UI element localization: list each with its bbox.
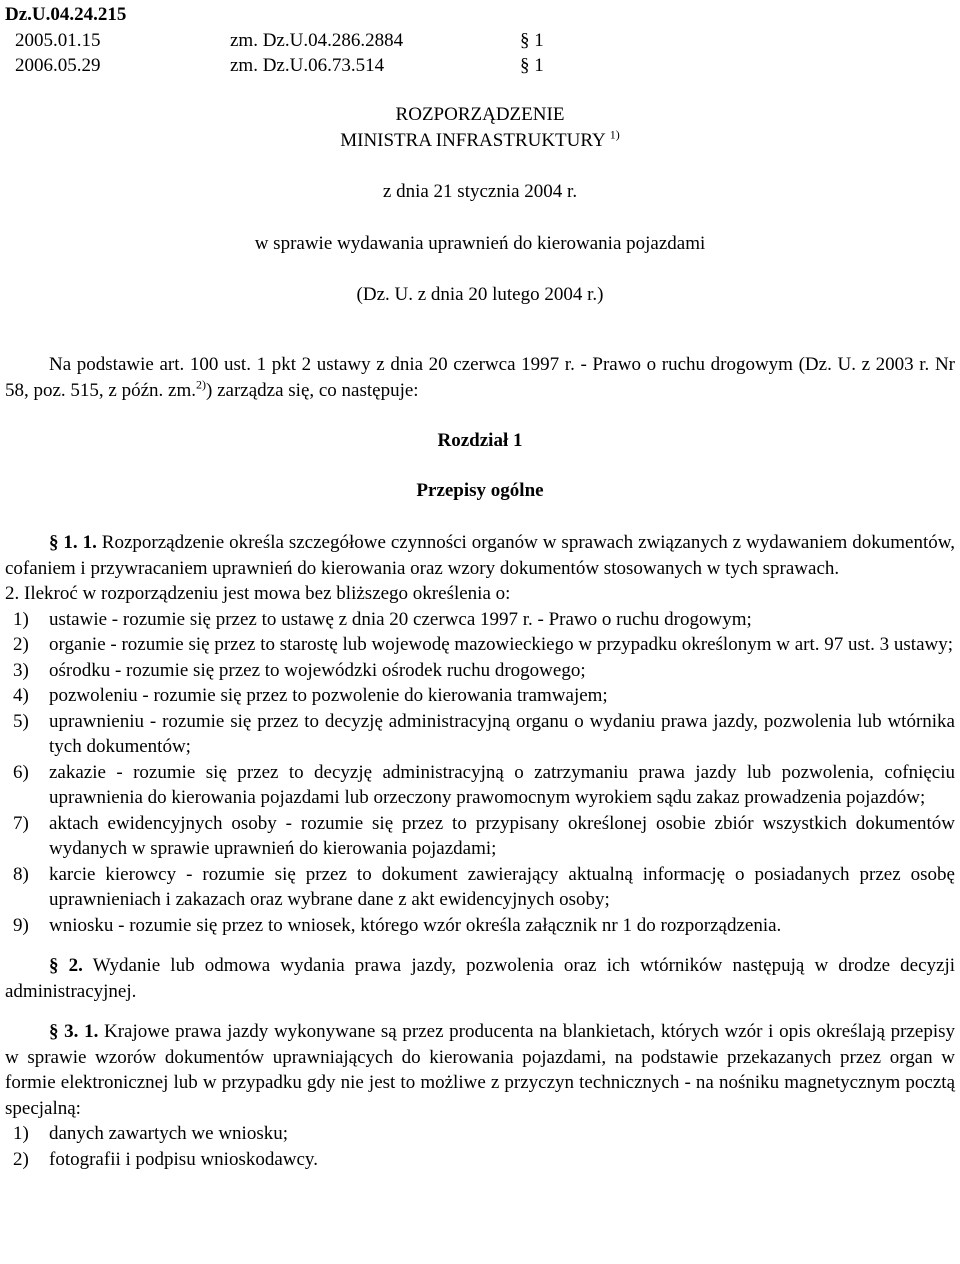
document-header [5,2,550,79]
item-number: 1) [13,608,29,630]
amendment-date: 2005.01.15 [15,29,101,51]
item-text: uprawnieniu - rozumie się przez to decyzję administracyjną organu o wydaniu prawa jazdy, pozwolenia lub wtórnika tych dokumentów; [49,710,955,757]
act-type: ROZPORZĄDZENIE [395,104,565,125]
list-item [5,658,955,684]
spacer [5,938,955,953]
list-item [5,862,955,913]
amendment-row [5,53,550,79]
item-text: organie - rozumie się przez to starostę lub wojewodę mazowieckiego w przypadku określonym w art. 97 ust. 3 ustawy; [49,634,954,655]
item-text: ośrodku - rozumie się przez to wojewódzki ośrodek ruchu drogowego; [49,659,586,681]
preamble-text-part: ) zarządza się, co następuje: [206,379,419,401]
chapter-number: Rozdział 1 [437,430,523,451]
footnote-ref[interactable]: 1) [609,127,620,142]
section-3-paragraph-1 [5,1019,955,1121]
act-subject: w sprawie wydawania uprawnień do kierowania pojazdami [254,232,706,254]
item-number: 1) [13,1123,29,1144]
item-number: 5) [13,710,29,732]
item-text: aktach ewidencyjnych osoby - rozumie się przez to przypisany określonej osobie zbiór wszystkich dokumentów wydanych w sprawie uprawnień do kierowania pojazdami; [49,812,955,859]
section-mark: § 3. 1. [49,1021,99,1042]
amendment-section: § 1 [520,29,544,51]
section-1-paragraph-2 [5,581,955,607]
item-number: 3) [13,659,29,681]
footnote-ref[interactable]: 2) [196,377,207,392]
section-mark: § 2. [49,955,83,976]
item-number: 2) [13,634,29,655]
item-text: fotografii i podpisu wnioskodawcy. [49,1148,318,1170]
paragraph-text: Wydanie lub odmowa wydania prawa jazdy, pozwolenia oraz ich wtórników następują w drodze decyzji administracyjnej. [5,955,955,1002]
list-item [5,709,955,760]
amendment-date: 2006.05.29 [15,55,101,76]
item-number: 7) [13,812,29,834]
list-item [5,811,955,862]
section-1-paragraph-1 [5,530,955,581]
list-item [5,632,955,658]
item-number: 4) [13,685,29,706]
section-mark: § 1. 1. [49,532,97,553]
title-block [0,102,960,308]
issuer [0,128,960,154]
document-id: Dz.U.04.24.215 [5,4,127,25]
preamble-text-part: Na podstawie art. 100 ust. 1 pkt 2 ustawy z dnia 20 czerwca 1997 r. - Prawo o ruchu drogowym (Dz. U. z 2003 r. Nr 58, poz. 515, z późn. zm. [5,354,955,401]
amendment-ref[interactable]: zm. Dz.U.04.286.2884 [230,29,404,51]
list-item [5,913,955,939]
amendment-section: § 1 [520,55,544,76]
amendment-row [5,28,550,54]
list-item [5,1147,955,1173]
data-list [5,1121,955,1172]
paragraph-text: Rozporządzenie określa szczegółowe czynności organów w sprawach związanych z wydawaniem dokumentów, cofaniem i przywracaniem uprawnień do kierowania oraz wzory dokumentów stosowanych w tych sprawach. [5,532,955,579]
item-text: ustawie - rozumie się przez to ustawę z dnia 20 czerwca 1997 r. - Prawo o ruchu drogowym; [49,608,752,630]
item-text: wniosku - rozumie się przez to wniosek, którego wzór określa załącznik nr 1 do rozporządzenia. [49,914,782,936]
paragraph-mark: 2. [5,583,20,604]
preamble [5,352,955,403]
item-text: danych zawartych we wniosku; [49,1123,289,1144]
document-body [5,530,955,1172]
chapter-name: Przepisy ogólne [416,480,544,501]
item-text: pozwoleniu - rozumie się przez to pozwolenie do kierowania tramwajem; [49,685,608,706]
paragraph-text: Ilekroć w rozporządzeniu jest mowa bez bliższego określenia o: [24,583,511,604]
amendment-ref[interactable]: zm. Dz.U.06.73.514 [230,55,385,76]
item-number: 8) [13,863,29,885]
list-item [5,607,955,633]
list-item [5,1121,955,1147]
section-2 [5,953,955,1004]
definitions-list [5,607,955,939]
item-number: 2) [13,1148,29,1170]
item-text: karcie kierowcy - rozumie się przez to dokument zawierający aktualną informację o posiadanych przez osobę uprawnieniach i zakazach oraz wybrane dane z akt ewidencyjnych osoby; [49,863,955,910]
issuer-text: MINISTRA INFRASTRUKTURY [340,129,606,151]
list-item [5,683,955,709]
item-number: 9) [13,914,29,936]
preamble-text [5,352,955,403]
item-number: 6) [13,761,29,783]
publication-info: (Dz. U. z dnia 20 lutego 2004 r.) [356,284,604,305]
list-item [5,760,955,811]
spacer [5,1004,955,1019]
paragraph-text: Krajowe prawa jazdy wykonywane są przez producenta na blankietach, których wzór i opis określają przepisy w sprawie wzorów dokumentów uprawniających do kierowania pojazdami, na podstawie przekazanych przez organ w formie elektronicznej lub w przypadku gdy nie jest to możliwe z przyczyn technicznych - na nośniku magnetycznym pocztą specjalną: [5,1021,956,1119]
act-date: z dnia 21 stycznia 2004 r. [382,181,578,202]
item-text: zakazie - rozumie się przez to decyzję administracyjną o zatrzymaniu prawa jazdy lub pozwolenia, cofnięciu uprawnienia do kierowania pojazdami lub orzeczony prawomocnym wyrokiem sądu zakaz prowadzenia pojazdów; [49,761,955,808]
